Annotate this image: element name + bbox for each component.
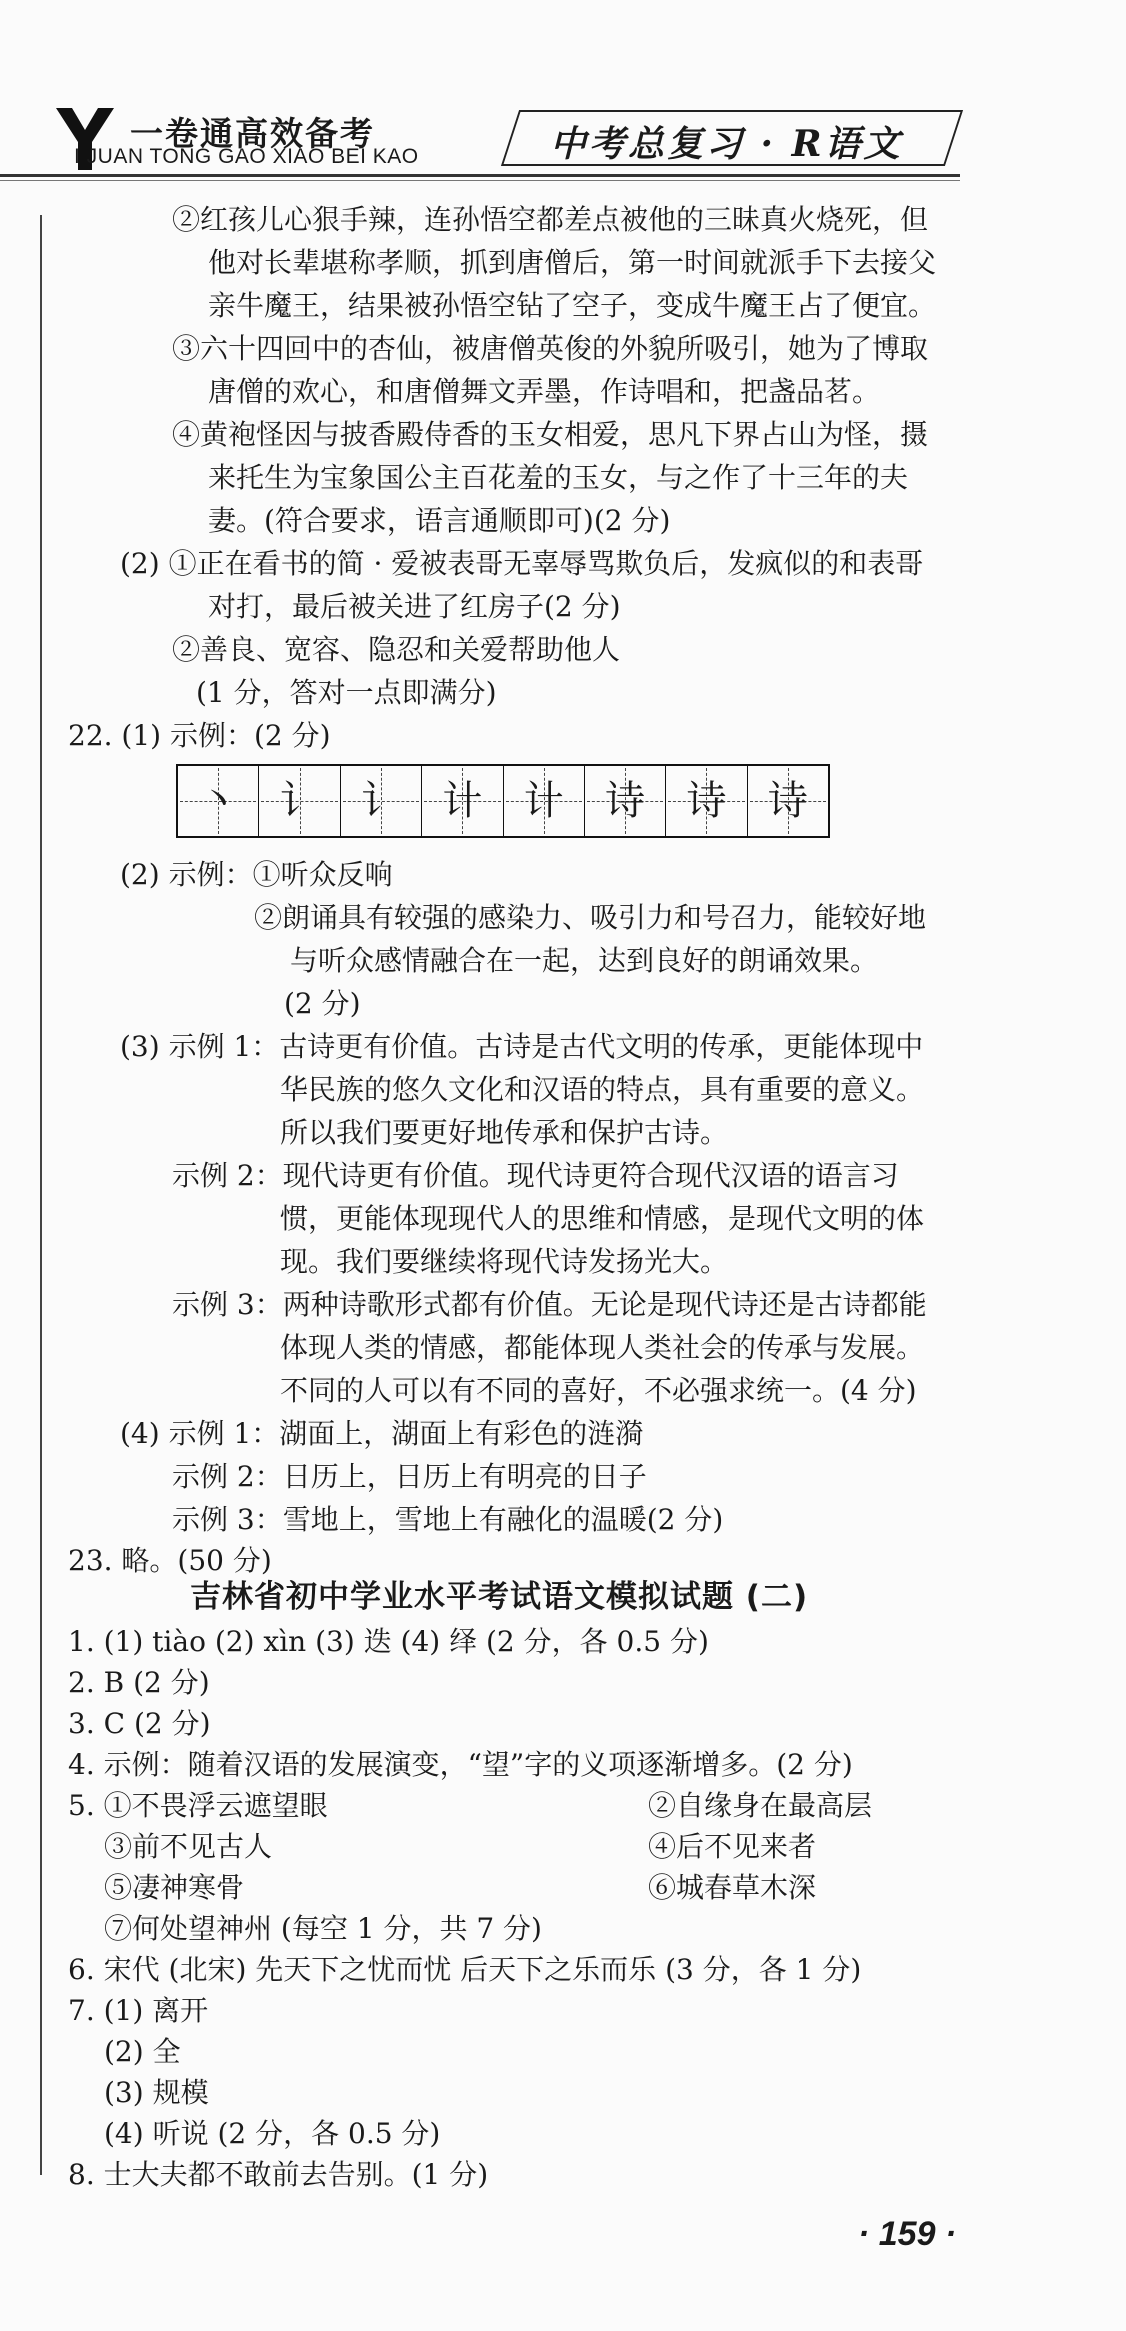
series-title: 一卷通高效备考 <box>130 114 375 153</box>
answer-line: 他对长辈堪称孝顺，抓到唐僧后，第一时间就派手下去接父 <box>208 246 937 279</box>
answer-line: 示例 3：雪地上，雪地上有融化的温暖(2 分) <box>172 1503 724 1536</box>
answer-line: 22. (1) 示例：(2 分) <box>68 719 331 752</box>
answer-line: (3) 示例 1：古诗更有价值。古诗是古代文明的传承，更能体现中 <box>120 1030 924 1063</box>
grid-cell <box>747 766 828 836</box>
answer-line: (2) ①正在看书的简 · 爱被表哥无辜辱骂欺负后，发疯似的和表哥 <box>120 547 924 580</box>
answer-line: ⑤凄神寒骨 <box>104 1871 245 1904</box>
answer-line: ③六十四回中的杏仙，被唐僧英俊的外貌所吸引，她为了博取 <box>172 332 929 365</box>
answer-line: ③前不见古人 <box>104 1830 273 1863</box>
header-rule <box>0 174 960 177</box>
answer-line: 7. (1) 离开 <box>68 1994 209 2027</box>
answer-line: 来托生为宝象国公主百花羞的玉女，与之作了十三年的夫 <box>208 461 909 494</box>
grid-cell <box>258 766 339 836</box>
book-title: 中考总复习 · R语文 <box>550 123 903 165</box>
answer-line: 5. ①不畏浮云遮望眼 <box>68 1789 328 1822</box>
stroke-order-char: 讠 <box>360 778 401 824</box>
grid-cell <box>503 766 584 836</box>
answer-line: 华民族的悠久文化和汉语的特点，具有重要的意义。 <box>280 1073 925 1106</box>
header-rule-thin <box>0 180 960 181</box>
answer-line: 23. 略。(50 分) <box>68 1544 272 1577</box>
grid-cell <box>421 766 502 836</box>
answer-line: 妻。(符合要求，语言通顺即可)(2 分) <box>208 504 671 537</box>
answer-line: ④黄袍怪因与披香殿侍香的玉女相爱，思凡下界占山为怪，摄 <box>172 418 929 451</box>
answer-line: 3. C (2 分) <box>68 1707 211 1740</box>
answer-line: ⑦何处望神州 (每空 1 分，共 7 分) <box>104 1912 542 1945</box>
answer-line: 示例 3：两种诗歌形式都有价值。无论是现代诗还是古诗都能 <box>172 1288 927 1321</box>
answer-line: 唐僧的欢心，和唐僧舞文弄墨，作诗唱和，把盏品茗。 <box>208 375 881 408</box>
answer-line: ④后不见来者 <box>648 1830 817 1863</box>
answer-line: 2. B (2 分) <box>68 1666 210 1699</box>
answer-line: 亲牛魔王，结果被孙悟空钻了空子，变成牛魔王占了便宜。 <box>208 289 937 322</box>
stroke-order-char: 讠 <box>279 778 320 824</box>
section-title: 吉林省初中学业水平考试语文模拟试题 (二) <box>190 1579 809 1615</box>
grid-cell <box>665 766 746 836</box>
answer-line: (4) 示例 1：湖面上，湖面上有彩色的涟漪 <box>120 1417 644 1450</box>
page-number: · 159 · <box>858 2215 957 2253</box>
answer-line: ②朗诵具有较强的感染力、吸引力和号召力，能较好地 <box>254 901 927 934</box>
stroke-order-char: 计 <box>442 778 483 824</box>
answer-line: 体现人类的情感，都能体现人类社会的传承与发展。 <box>280 1331 925 1364</box>
series-pinyin: I JUAN TONG GAO XIAO BEI KAO <box>74 145 419 168</box>
margin-rule <box>40 215 42 2175</box>
answer-line: 对打，最后被关进了红房子(2 分) <box>208 590 621 623</box>
answer-line: 8. 士大夫都不敢前去告别。(1 分) <box>68 2158 489 2191</box>
answer-line: 惯，更能体现现代人的思维和情感，是现代文明的体 <box>280 1202 925 1235</box>
character-writing-grid <box>176 764 830 838</box>
answer-line: (2 分) <box>284 987 361 1020</box>
stroke-order-char: 诗 <box>767 778 808 824</box>
answer-line: ②善良、宽容、隐忍和关爱帮助他人 <box>172 633 621 666</box>
answer-line: ②红孩儿心狠手辣，连孙悟空都差点被他的三昧真火烧死，但 <box>172 203 929 236</box>
answer-line: ②自缘身在最高层 <box>648 1789 873 1822</box>
grid-cell <box>178 766 258 836</box>
answer-line: 示例 2：现代诗更有价值。现代诗更符合现代汉语的语言习 <box>172 1159 899 1192</box>
answer-line: 所以我们要更好地传承和保护古诗。 <box>280 1116 729 1149</box>
stroke-order-char: 丶 <box>198 778 239 824</box>
stroke-order-char: 诗 <box>605 778 646 824</box>
grid-cell <box>584 766 665 836</box>
stroke-order-char: 计 <box>523 778 564 824</box>
answer-line: 1. (1) tiào (2) xìn (3) 迭 (4) 绎 (2 分，各 0.5 分) <box>68 1625 709 1658</box>
answer-line: 现。我们要继续将现代诗发扬光大。 <box>280 1245 729 1278</box>
answer-line: 示例 2：日历上，日历上有明亮的日子 <box>172 1460 647 1493</box>
answer-line: (2) 示例：①听众反响 <box>120 858 393 891</box>
answer-line: (3) 规模 <box>104 2076 209 2109</box>
grid-cell <box>340 766 421 836</box>
stroke-order-char: 诗 <box>686 778 727 824</box>
answer-line: 6. 宋代 (北宋) 先天下之忧而忧 后天下之乐而乐 (3 分，各 1 分) <box>68 1953 862 1986</box>
answer-line: (1 分，答对一点即满分) <box>196 676 497 709</box>
answer-line: 与听众感情融合在一起，达到良好的朗诵效果。 <box>290 944 879 977</box>
answer-line: (4) 听说 (2 分，各 0.5 分) <box>104 2117 441 2150</box>
answer-line: 不同的人可以有不同的喜好，不必强求统一。(4 分) <box>280 1374 917 1407</box>
answer-line: ⑥城春草木深 <box>648 1871 817 1904</box>
answer-line: 4. 示例：随着汉语的发展演变，“望”字的义项逐渐增多。(2 分) <box>68 1748 853 1781</box>
answer-line: (2) 全 <box>104 2035 181 2068</box>
